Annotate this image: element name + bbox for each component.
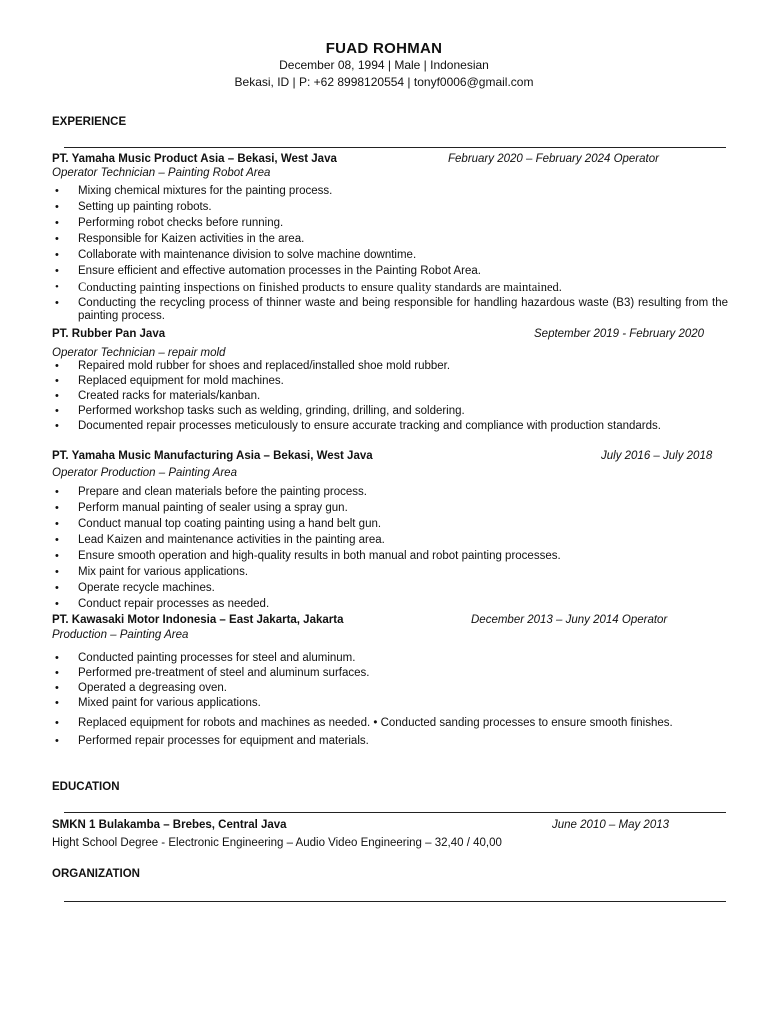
list-item: • Performed workshop tasks such as welding, grinding, drilling, and soldering. bbox=[52, 405, 728, 418]
list-item: • Created racks for materials/kanban. bbox=[52, 390, 728, 403]
list-item: • Perform manual painting of sealer using a spray gun. bbox=[52, 502, 728, 515]
education-heading: EDUCATION bbox=[52, 781, 120, 793]
personal-info: December 08, 1994 | Male | Indonesian bbox=[279, 58, 489, 72]
education-divider bbox=[64, 812, 726, 813]
list-item: • Performing robot checks before running. bbox=[52, 217, 728, 230]
experience-divider bbox=[64, 147, 726, 148]
organization-heading: ORGANIZATION bbox=[52, 868, 140, 880]
job-1-date: February 2020 – February 2024 Operator bbox=[448, 153, 659, 165]
list-item: • Replaced equipment for robots and machines as needed. • Conducted sanding processes to ensure smooth finishes. bbox=[52, 717, 728, 730]
job-3-company: PT. Yamaha Music Manufacturing Asia – Bekasi, West Java bbox=[52, 450, 373, 462]
list-item: • Conducting the recycling process of thinner waste and being responsible for handling hazardous waste (B3) resulting from the painting process. bbox=[52, 297, 728, 323]
job-4-bullets bbox=[52, 652, 728, 748]
job-4-date: December 2013 – Juny 2014 Operator bbox=[471, 614, 668, 626]
experience-heading: EXPERIENCE bbox=[52, 116, 127, 128]
job-1-company: PT. Yamaha Music Product Asia – Bekasi, West Java bbox=[52, 153, 337, 165]
list-item: • Replaced equipment for mold machines. bbox=[52, 375, 728, 388]
job-4-company: PT. Kawasaki Motor Indonesia – East Jakarta, Jakarta bbox=[52, 614, 344, 626]
list-item: • Performed repair processes for equipment and materials. bbox=[52, 735, 728, 748]
job-2-bullets bbox=[52, 360, 728, 433]
job-3-bullets bbox=[52, 486, 728, 611]
job-2-date: September 2019 - February 2020 bbox=[534, 328, 705, 340]
list-item: • Mixed paint for various applications. bbox=[52, 697, 728, 710]
list-item: • Operated a degreasing oven. bbox=[52, 682, 728, 695]
education-date: June 2010 – May 2013 bbox=[552, 819, 670, 831]
job-3-role: Operator Production – Painting Area bbox=[52, 467, 237, 479]
job-1-role: Operator Technician – Painting Robot Area bbox=[52, 167, 271, 179]
list-item: • Conducted painting processes for steel and aluminum. bbox=[52, 652, 728, 665]
contact-info: Bekasi, ID | P: +62 8998120554 | tonyf0006@gmail.com bbox=[234, 75, 534, 89]
list-item: • Repaired mold rubber for shoes and replaced/installed shoe mold rubber. bbox=[52, 360, 728, 373]
job-2-role: Operator Technician – repair mold bbox=[52, 347, 226, 359]
organization-divider bbox=[64, 901, 726, 902]
job-1-bullets bbox=[52, 185, 728, 323]
list-item: • Conduct repair processes as needed. bbox=[52, 598, 728, 611]
list-item: • Mix paint for various applications. bbox=[52, 566, 728, 579]
candidate-name: FUAD ROHMAN bbox=[325, 40, 443, 57]
list-item: • Performed pre-treatment of steel and aluminum surfaces. bbox=[52, 667, 728, 680]
list-item: • Ensure efficient and effective automation processes in the Painting Robot Area. bbox=[52, 265, 728, 278]
list-item: • Lead Kaizen and maintenance activities in the painting area. bbox=[52, 534, 728, 547]
list-item: • Collaborate with maintenance division to solve machine downtime. bbox=[52, 249, 728, 262]
list-item: • Operate recycle machines. bbox=[52, 582, 728, 595]
education-school: SMKN 1 Bulakamba – Brebes, Central Java bbox=[52, 819, 287, 831]
list-item: • Responsible for Kaizen activities in the area. bbox=[52, 233, 728, 246]
education-degree: Hight School Degree - Electronic Engineering – Audio Video Engineering – 32,40 / 40,00 bbox=[52, 837, 502, 849]
list-item: • Mixing chemical mixtures for the painting process. bbox=[52, 185, 728, 198]
job-2-company: PT. Rubber Pan Java bbox=[52, 328, 166, 340]
job-4-role: Production – Painting Area bbox=[52, 629, 189, 641]
list-item: • Setting up painting robots. bbox=[52, 201, 728, 214]
list-item: • Conduct manual top coating painting using a hand belt gun. bbox=[52, 518, 728, 531]
list-item: • Conducting painting inspections on finished products to ensure quality standards are maintained. bbox=[52, 281, 728, 294]
job-3-date: July 2016 – July 2018 bbox=[601, 450, 713, 462]
list-item: • Prepare and clean materials before the painting process. bbox=[52, 486, 728, 499]
list-item: • Documented repair processes meticulously to ensure accurate tracking and compliance with production standards. bbox=[52, 420, 728, 433]
list-item: • Ensure smooth operation and high-quality results in both manual and robot painting processes. bbox=[52, 550, 728, 563]
